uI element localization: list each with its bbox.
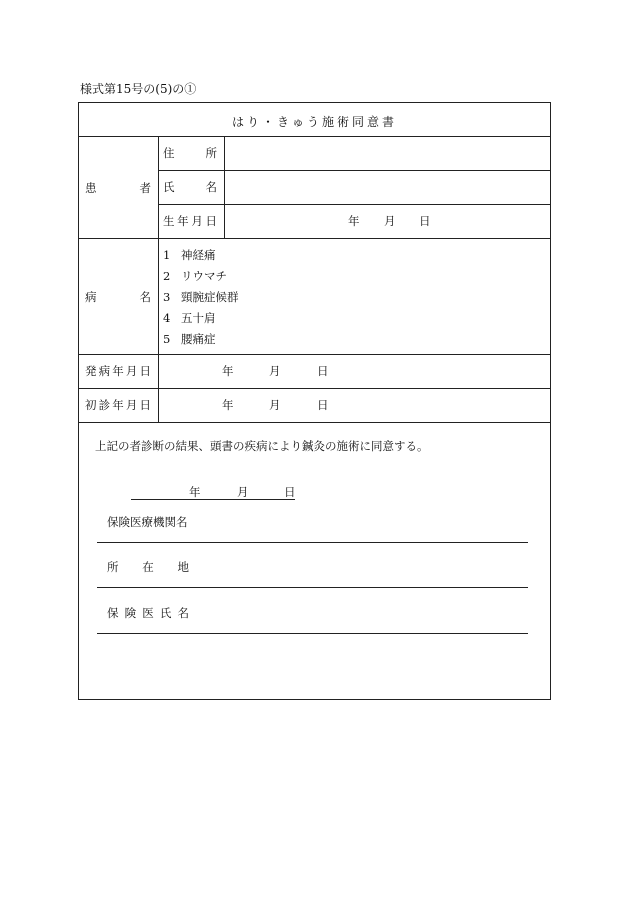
month-unit: 月	[269, 398, 281, 412]
day-unit: 日	[317, 398, 329, 412]
year-unit: 年	[222, 398, 234, 412]
onset-date-label: 発 病 年 月 日	[85, 364, 151, 378]
form-reference-number: 様式第15号の(5)の①	[80, 82, 197, 96]
consent-statement: 上記の者診断の結果、頭書の疾病により鍼灸の施術に同意する。	[95, 439, 429, 453]
address-field[interactable]	[231, 138, 548, 169]
doctor-name-line[interactable]	[97, 633, 528, 634]
institution-label: 保険医療機関名	[107, 515, 188, 529]
month-unit: 月	[269, 364, 281, 378]
doctor-name-label: 保 険 医 氏 名	[107, 606, 189, 620]
day-unit: 日	[317, 364, 329, 378]
day-unit: 日	[284, 485, 296, 499]
row-divider	[158, 204, 550, 205]
location-line[interactable]	[97, 587, 528, 588]
year-unit: 年	[189, 485, 201, 499]
month-unit: 月	[237, 485, 249, 499]
month-unit: 月	[384, 214, 396, 228]
column-divider	[158, 136, 159, 422]
day-unit: 日	[419, 214, 431, 228]
year-unit: 年	[348, 214, 360, 228]
disease-item[interactable]: 4 五十肩	[163, 311, 216, 325]
column-divider	[224, 136, 225, 238]
patient-name-field[interactable]	[231, 172, 548, 203]
name-label: 氏 名	[163, 180, 217, 194]
patient-label: 患 者	[85, 181, 151, 195]
location-label: 所 在 地	[107, 560, 189, 574]
disease-item[interactable]: 1 神経痛	[163, 248, 216, 262]
consent-form-table	[78, 102, 551, 700]
row-divider	[158, 170, 550, 171]
birth-date-label: 生 年 月 日	[163, 214, 217, 228]
address-label: 住 所	[163, 146, 217, 160]
disease-item[interactable]: 2 リウマチ	[163, 269, 227, 283]
date-underline	[131, 499, 295, 500]
row-divider	[79, 388, 550, 389]
row-divider	[79, 238, 550, 239]
form-title: はり・きゅう施術同意書	[231, 115, 397, 129]
disease-item[interactable]: 3 頸腕症候群	[163, 290, 239, 304]
row-divider	[79, 354, 550, 355]
year-unit: 年	[222, 364, 234, 378]
institution-name-line[interactable]	[97, 542, 528, 543]
disease-item[interactable]: 5 腰痛症	[163, 332, 216, 346]
first-visit-date-label: 初 診 年 月 日	[85, 398, 151, 412]
disease-label: 病 名	[85, 290, 151, 304]
row-divider	[79, 136, 550, 137]
row-divider	[79, 422, 550, 423]
